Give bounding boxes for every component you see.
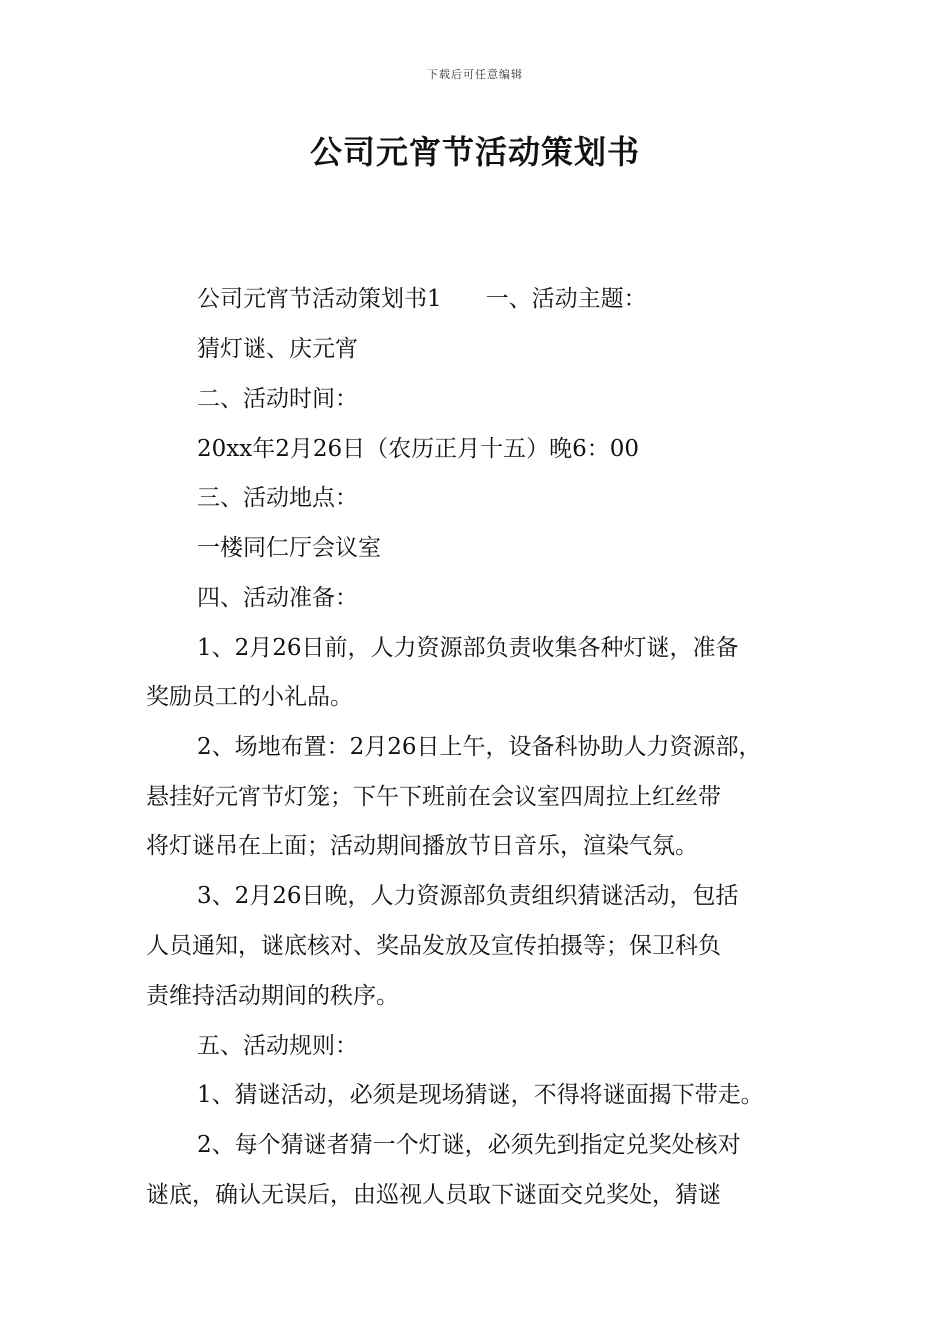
paragraph-line: 20xx年2月26日（农历正月十五）晚6：00 [197,436,640,462]
paragraph-line: 猜灯谜、庆元宵 [197,336,358,362]
paragraph-line: 1、猜谜活动，必须是现场猜谜，不得将谜面揭下带走。 [197,1082,764,1108]
paragraph-line: 2、场地布置：2月26日上午，设备科协助人力资源部， [197,734,762,760]
paragraph-line: 责维持活动期间的秩序。 [146,983,399,1009]
paragraph-line: 悬挂好元宵节灯笼；下午下班前在会议室四周拉上红丝带 [146,784,721,810]
paragraph-line: 1、2月26日前，人力资源部负责收集各种灯谜，准备 [197,635,739,661]
doc-subtitle: 公司元宵节活动策划书1 [197,286,442,312]
section-heading: 二、活动时间： [197,386,358,412]
header-note: 下载后可任意编辑 [427,68,523,81]
page-title: 公司元宵节活动策划书 [309,133,640,171]
section-heading: 四、活动准备： [197,585,358,611]
paragraph-line: 人员通知，谜底核对、奖品发放及宣传拍摄等；保卫科负 [146,933,721,959]
paragraph-line: 谜底，确认无误后，由巡视人员取下谜面交兑奖处，猜谜 [146,1182,721,1208]
section-heading: 一、活动主题： [485,286,647,312]
paragraph-line: 3、2月26日晚，人力资源部负责组织猜谜活动，包括 [197,883,739,909]
paragraph-line: 一楼同仁厅会议室 [197,535,381,561]
paragraph-line: 2、每个猜谜者猜一个灯谜，必须先到指定兑奖处核对 [197,1132,741,1158]
paragraph-line: 将灯谜吊在上面；活动期间播放节日音乐，渲染气氛。 [146,833,698,859]
paragraph-line [197,283,647,315]
section-heading: 三、活动地点： [197,485,358,511]
paragraph-line: 奖励员工的小礼品。 [146,684,353,710]
section-heading: 五、活动规则： [197,1033,358,1059]
